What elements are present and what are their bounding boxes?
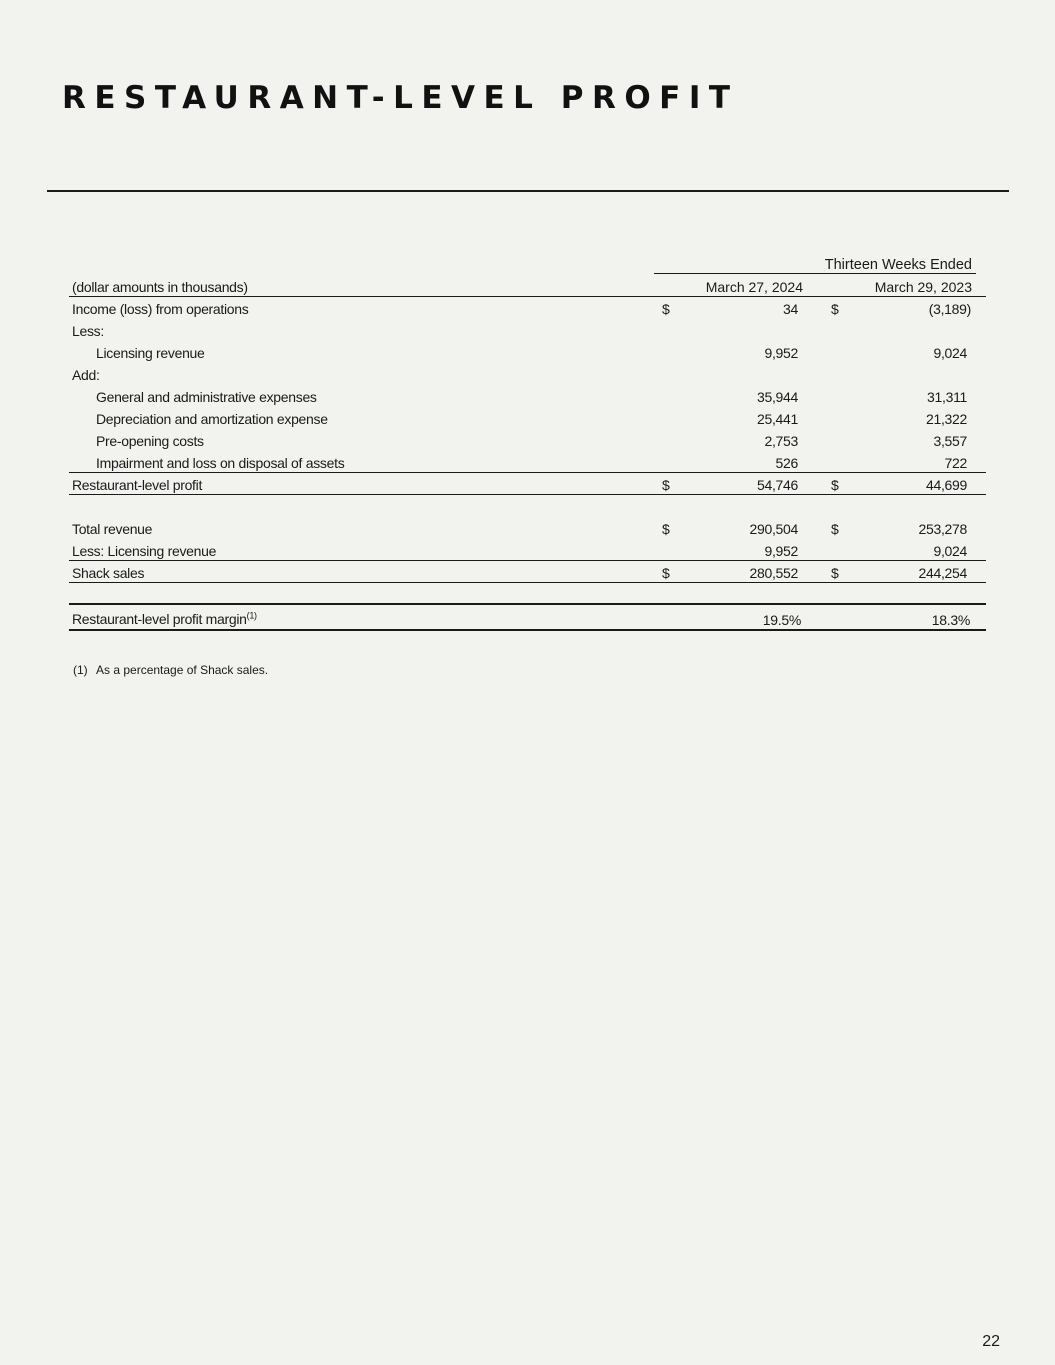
- currency-symbol: $: [831, 301, 839, 317]
- profit-margin-label-text: Restaurant-level profit margin: [72, 611, 247, 627]
- subtotal-rule: [69, 560, 986, 561]
- row-label-profit-margin: [72, 610, 257, 628]
- row-label-restaurant-level-profit: Restaurant-level profit: [72, 477, 203, 493]
- row-label-impairment: Impairment and loss on disposal of assets: [96, 455, 345, 471]
- row-label-less-licensing-revenue: Less: Licensing revenue: [72, 543, 217, 559]
- total-rule: [69, 582, 986, 583]
- row-label-less: Less:: [72, 323, 104, 339]
- currency-symbol: $: [831, 477, 839, 493]
- row-label-total-revenue: Total revenue: [72, 521, 153, 537]
- footnote-text: As a percentage of Shack sales.: [96, 663, 269, 677]
- total-rule: [69, 494, 986, 495]
- column-header-2024: March 27, 2024: [705, 279, 803, 295]
- value-da-2024: 25,441: [756, 411, 798, 427]
- value-impairment-2023: 722: [944, 455, 967, 471]
- value-total-revenue-2024: 290,504: [749, 521, 798, 537]
- value-shack-sales-2023: 244,254: [918, 565, 967, 581]
- row-label-licensing-revenue: Licensing revenue: [96, 345, 205, 361]
- currency-symbol: $: [831, 521, 839, 537]
- currency-symbol: $: [662, 565, 670, 581]
- value-licensing-2024: 9,952: [764, 345, 798, 361]
- value-income-2023: (3,189): [928, 301, 971, 317]
- row-label-pre-opening-costs: Pre-opening costs: [96, 433, 204, 449]
- value-less-licensing-2023: 9,024: [933, 543, 967, 559]
- margin-bottom-rule: [69, 629, 986, 631]
- value-less-licensing-2024: 9,952: [764, 543, 798, 559]
- value-margin-2023: 18.3%: [931, 612, 970, 628]
- value-ga-2023: 31,311: [927, 389, 967, 405]
- currency-symbol: $: [831, 565, 839, 581]
- value-shack-sales-2024: 280,552: [749, 565, 798, 581]
- units-label: (dollar amounts in thousands): [72, 279, 248, 295]
- footnote-number: (1): [73, 663, 88, 677]
- value-rlp-2024: 54,746: [756, 477, 798, 493]
- value-preopen-2023: 3,557: [933, 433, 967, 449]
- row-label-add: Add:: [72, 367, 100, 383]
- currency-symbol: $: [662, 477, 670, 493]
- footnote: [73, 662, 268, 678]
- value-total-revenue-2023: 253,278: [918, 521, 967, 537]
- period-header: Thirteen Weeks Ended: [824, 257, 972, 273]
- value-impairment-2024: 526: [775, 455, 798, 471]
- row-label-income-from-operations: Income (loss) from operations: [72, 301, 249, 317]
- value-income-2024: 34: [783, 301, 798, 317]
- value-licensing-2023: 9,024: [933, 345, 967, 361]
- row-label-general-administrative: General and administrative expenses: [96, 389, 317, 405]
- column-header-2023: March 29, 2023: [874, 279, 972, 295]
- page-number: 22: [982, 1333, 1000, 1350]
- value-ga-2024: 35,944: [756, 389, 798, 405]
- currency-symbol: $: [662, 301, 670, 317]
- value-da-2023: 21,322: [925, 411, 967, 427]
- value-rlp-2023: 44,699: [925, 477, 967, 493]
- footnote-marker: (1): [246, 610, 257, 621]
- row-label-depreciation-amortization: Depreciation and amortization expense: [96, 411, 328, 427]
- value-preopen-2024: 2,753: [764, 433, 798, 449]
- margin-top-rule: [69, 603, 986, 605]
- header-rule: [69, 296, 986, 297]
- currency-symbol: $: [662, 521, 670, 537]
- subtotal-rule: [69, 472, 986, 473]
- page-title: RESTAURANT-LEVEL PROFIT: [62, 80, 739, 116]
- period-header-underline: [654, 273, 976, 274]
- value-margin-2024: 19.5%: [762, 612, 801, 628]
- row-label-shack-sales: Shack sales: [72, 565, 145, 581]
